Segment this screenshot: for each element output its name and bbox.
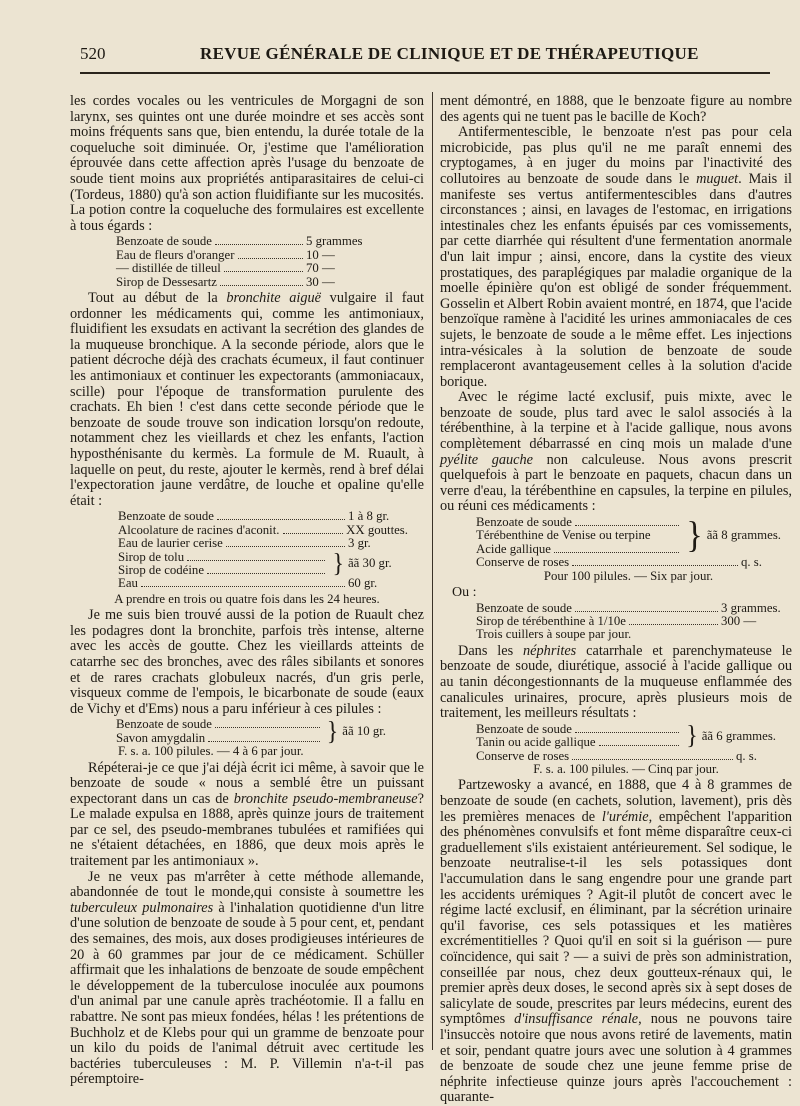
formula-coqueluche xyxy=(116,235,366,289)
quantity: 3 gr. xyxy=(348,536,371,551)
column-divider xyxy=(432,92,433,1050)
leader-dots xyxy=(208,741,320,742)
paragraph: ment démontré, en 1888, que le benzoate figure au nombre des agents qui ne tuent pas le bacille de Koch? xyxy=(440,93,792,125)
formula-note: F. s. a. 100 pilules. — Cinq par jour. xyxy=(533,762,719,777)
ingredient: Sirop de Dessesartz xyxy=(116,274,217,289)
page-number: 520 xyxy=(80,44,106,63)
brace: } xyxy=(326,717,339,746)
brace-group xyxy=(476,516,781,556)
quantity: q. s. xyxy=(741,555,762,570)
text-run: Avec le régime lacté exclusif, puis mixte, avec le benzoate de soude, plus tard avec le salol associés à la térébenthine, à la terpine et à l'acide gallique, nous avons complètement débarrassé en cinq mois un malade d'une xyxy=(440,389,792,453)
text-run: non calculeuse. Nous avons prescrit quelquefois à part le benzoate en paquets, chacun dans un verre d'eau, la térébenthine en capsules, la terpine en pilules, ou réuni ces médicaments : xyxy=(440,451,792,515)
emphasis: muguet xyxy=(696,170,739,187)
leader-dots xyxy=(238,258,304,259)
ingredient: Benzoate de soude xyxy=(476,600,572,615)
ingredient: Sirop de tolu xyxy=(118,549,185,564)
ingredient: Térébenthine de Venise ou terpine xyxy=(476,528,651,543)
brace-items xyxy=(116,718,323,745)
text-run: vulgaire il faut ordonner les médicaments qui, comme les antimoniaux, fluidifient les exsudats en activant la secrétion des glandes de la muqueuse bronchique. A la seconde période, alors que le patient décroche déjà des crachats écumeux, il faut continuer les antimoniaux et continuer les expectorants (ammoniacaux, scille) pour l'époque de transformation purulente des crachats. Eh bien ! c'est dans cette seconde période que le benzoate de soude trouve son indication lorsqu'on redoute, notamment chez les vieillards et chez les enfants, l'action hyposthénisante du kermès. La formule de M. Ruault, à laquelle on peut, du reste, ajouter le kermès, rend à bref délai l'expectoration jaune verdâtre, de louche et opaline qu'elle était : xyxy=(70,289,424,509)
ingredient: Eau de laurier cerise xyxy=(118,536,223,551)
quantity: 300 — xyxy=(721,614,757,629)
formula-row xyxy=(476,529,682,542)
quantity: 5 grammes xyxy=(306,234,363,249)
quantity: 30 — xyxy=(306,274,335,289)
ingredient: Benzoate de soude xyxy=(116,234,212,249)
leader-dots xyxy=(215,727,320,728)
formula-note: Pour 100 pilules. — Six par jour. xyxy=(543,568,714,583)
emphasis: l'urémie xyxy=(601,808,649,825)
text-run: ? Le malade expulsa en 1888, après quinze jours de traitement par ce sel, des pseudo-membranes tubulées et ramifiées qui ne s'étaient détachées, en 1886, que deux mois après le traitement par les antimoniaux ». xyxy=(70,790,424,870)
formula-row xyxy=(116,732,323,745)
emphasis: néphrites xyxy=(523,642,577,659)
ingredient: Eau xyxy=(118,576,138,591)
paragraph xyxy=(440,390,792,515)
formula-row xyxy=(116,718,323,731)
formula-note: Trois cuillers à soupe par jour. xyxy=(476,627,632,642)
ingredient: Tanin ou acide gallique xyxy=(476,735,596,750)
formula-row xyxy=(118,510,408,523)
emphasis: pyélite gauche xyxy=(440,451,533,468)
ingredient: Conserve de roses xyxy=(476,748,570,763)
formula-row xyxy=(118,537,408,550)
leader-dots xyxy=(224,271,303,272)
quantity: ãã 30 gr. xyxy=(348,556,392,571)
text-run: Antifermentescible, le benzoate n'est pas pour cela microbicide, pas plus qu'il ne me paraît ennemi des cryptogames, à en juger du moins par l'inactivité des collutoires au benzoate de soude dans le xyxy=(440,124,792,187)
leader-dots xyxy=(187,560,325,561)
formula-row xyxy=(476,602,781,615)
running-title: REVUE GÉNÉRALE DE CLINIQUE ET DE THÉRAPEUTIQUE xyxy=(200,44,699,63)
paragraph: les cordes vocales ou les ventricules de Morgagni de son larynx, ses quintes ont une durée moindre et ses accès sont moins fréquents sans que, bien entendu, la durée totale de la coqueluche soit diminuée. Or, j'estime que l'amélioration éprouvée dans cette affection après l'usage du benzoate de soude tient moins aux propriétés antiparasitaires de celui-ci (Tordeus, 1880) qu'à son action fluidifiante sur les mucosités. La potion contre la coqueluche des formulaires est excellente à tous égards : xyxy=(70,93,424,234)
alternative-label: Ou : xyxy=(452,585,477,601)
formula-nephrite xyxy=(476,723,776,777)
formula-row xyxy=(118,551,328,564)
emphasis: bronchite pseudo-membraneuse xyxy=(233,790,418,807)
quantity: 70 — xyxy=(306,261,335,276)
leader-dots xyxy=(554,552,679,553)
ingredient: Benzoate de soude xyxy=(476,515,572,530)
leader-dots xyxy=(629,624,718,625)
brace-items xyxy=(118,551,328,578)
header-rule xyxy=(80,72,770,74)
formula-row xyxy=(118,524,408,537)
formula-row xyxy=(476,750,776,763)
leader-dots xyxy=(207,573,325,574)
text-run: . Mais il manifeste ses vertus antifermentescibles dans d'autres circonstances ; ainsi, en lavages de l'estomac, en irrigations intestinales chez les enfants épuisés par ces vomissements, par cette diarrhée qui résultent d'une fermentation anormale d'un lait impur ; ainsi, encore, dans la cystite des vieux prostatiques, des paraplégiques par maladie organique de la moelle épinière qu'on est obligé de sonder fréquemment. Gosselin et Albert Robin avaient montré, en 1874, que l'acide benzoïque ramène à l'acidité les urines ammoniacales de ces sujets, le benzoate de soude a le même effet. Les injections intra-vésicales à la solution de benzoate de soude remplaceront avantageusement celles à la solution d'acide borique. xyxy=(440,170,792,390)
leader-dots xyxy=(575,732,679,733)
paragraph xyxy=(440,125,792,390)
brace-items xyxy=(476,723,682,750)
text-run: Répéterai-je ce que j'ai déjà écrit ici même, à savoir que le benzoate de soude « nous a semblé être un puissant expectorant dans un cas de xyxy=(70,759,424,807)
formula-row xyxy=(116,276,366,289)
text-run: Tout au début de la xyxy=(88,289,227,306)
text-run: à l'inhalation quotidienne d'un litre d'une solution de benzoate de soude à 5 pour cent, et, pendant des semaines, des mois, aux doses prodigieuses intérieures de 20 à 60 grammes par jour de ce médicament. Schüller affirmait que les inhalations de benzoate de soude empêchent le développement de la tuberculose inoculée aux poumons d'un animal par une canule après trachéotomie. Il a fallu en rabattre. Ne sont pas mieux fondées, hélas ! les prétentions de Buchholz et de Klebs pour qui un gramme de benzoate pour un kilo du poids de l'animal détruit avec certitude les bactéries tuberculeuses : M. P. Villemin n'a-t-il pas péremptoire- xyxy=(70,899,424,1088)
formula-row xyxy=(476,543,682,556)
leader-dots xyxy=(283,533,344,534)
text-run: Dans les xyxy=(458,642,524,659)
formula-row xyxy=(116,249,366,262)
formula-row xyxy=(476,615,781,628)
text-run: Partzewosky a avancé, en 1888, que 4 à 8 grammes de benzoate de soude (en cachets, solution, lavement), pris dès les premières menaces de xyxy=(440,777,792,825)
formula-row xyxy=(116,235,366,248)
paragraph: Je me suis bien trouvé aussi de la potion de Ruault chez les podagres dont la bronchite, parfois très intense, alterne avec les accès de goutte. Chez les vieillards atteints de catarrhe sec des bronches, avec des râles sibilants et sonores et de rares crachats globuleux nacrés, d'un gris perle, visqueux comme de l'empois, le bicarbonate de soude (eaux de Vichy et d'Ems) nous a paru inférieur à ces pilules : xyxy=(70,607,424,717)
leader-dots xyxy=(220,285,303,286)
leader-dots xyxy=(572,565,738,566)
formula-row xyxy=(476,516,682,529)
leader-dots xyxy=(575,611,718,612)
emphasis: d'insuffisance rénale xyxy=(514,1011,639,1028)
brace-group xyxy=(118,551,408,578)
text-run: , nous ne pouvons taire l'insuccès notoire que nous avons retiré de lavements, matin et soir, pendant quatre jours avec une solution à 4 grammes de benzoate de soude chez une jeune femme prise de néphrite infectieuse quinze jours après l'accouchement : quarante- xyxy=(440,1011,792,1106)
ingredient: Conserve de roses xyxy=(476,555,570,570)
brace: } xyxy=(686,515,703,556)
text-run: catarrhale et parenchymateuse le benzoate de soude, diurétique, associé à l'acide gallique ou au tanin décongestionnants de la muqueuse enflammée des canalicules urinaires, procure, après plusieurs mois de traitement, les meilleurs résultats : xyxy=(440,642,792,722)
quantity: 1 à 8 gr. xyxy=(348,509,390,524)
paragraph xyxy=(440,778,792,1105)
ingredient: Alcoolature de racines d'aconit. xyxy=(118,522,280,537)
left-column xyxy=(70,94,424,1088)
ingredient: Savon amygdalin xyxy=(116,730,206,745)
ingredient: Sirop de térébenthine à 1/10e xyxy=(476,614,626,629)
quantity: 60 gr. xyxy=(348,576,378,591)
paragraph xyxy=(70,761,424,870)
ingredient: Benzoate de soude xyxy=(476,721,572,736)
paragraph xyxy=(440,644,792,722)
emphasis: bronchite aiguë xyxy=(226,289,322,306)
brace: } xyxy=(332,549,344,579)
brace-group xyxy=(476,723,776,750)
text-run: Je ne veux pas m'arrêter à cette méthode allemande, abandonnée de tout le monde,qui consiste à soumettre les xyxy=(70,868,424,901)
ingredient: Eau de fleurs d'oranger xyxy=(116,247,235,262)
formula-note: F. s. a. 100 pilules. — 4 à 6 par jour. xyxy=(118,744,304,759)
formula-row xyxy=(476,723,682,736)
formula-pilules xyxy=(116,718,386,758)
paragraph xyxy=(70,870,424,1088)
right-column xyxy=(440,94,792,1106)
formula-row xyxy=(476,736,682,749)
leader-dots xyxy=(217,519,345,520)
quantity: 3 grammes. xyxy=(721,600,781,615)
quantity: XX gouttes. xyxy=(346,522,408,537)
leader-dots xyxy=(215,244,303,245)
quantity: 10 — xyxy=(306,247,335,262)
brace-group xyxy=(116,718,386,745)
ingredient: Benzoate de soude xyxy=(118,509,214,524)
ingredient: Acide gallique xyxy=(476,541,551,556)
brace-items xyxy=(476,516,682,556)
emphasis: tuberculeux pulmonaires xyxy=(70,899,214,916)
leader-dots xyxy=(141,586,345,587)
formula-terebenthine xyxy=(476,602,781,642)
quantity: ãã 8 grammes. xyxy=(706,528,781,543)
quantity: ãã 6 grammes. xyxy=(701,728,776,743)
text-run: , empêchent l'apparition des phénomènes convulsifs et font même disparaître ceux-ci graduellement s'ils existaient antérieurement. Sel sodique, le benzoate neutralise-t-il les sels potassiques dont l'accumulation dans le sang engendre pour une grande part les accidents urémiques ? Agit-il plutôt de concert avec le régime lacté exclusif, en éliminant, par la sécrétion urinaire qu'il favorise, ces sels potassiques et les matières excrémentitielles ? Quoi qu'il en soit si la guérison — pure coïncidence, qui sait ? — a suivi de près son administration, conseillée par nous, chez deux goutteux-rénaux qui, le premier après deux doses, le second après six à sept doses de salicylate de soude, prescrites par leurs médecins, eurent des symptômes xyxy=(440,808,792,1028)
paragraph xyxy=(70,291,424,509)
ingredient: — distillée de tilleul xyxy=(116,261,221,276)
formula-row xyxy=(116,262,366,275)
ingredient: Sirop de codéine xyxy=(118,562,204,577)
formula-pyelite xyxy=(476,516,781,583)
formula-ruault xyxy=(118,510,408,590)
leader-dots xyxy=(572,759,733,760)
formula-row xyxy=(118,577,408,590)
brace: } xyxy=(686,721,698,751)
leader-dots xyxy=(575,525,679,526)
formula-row xyxy=(476,556,781,569)
formula-note: A prendre en trois ou quatre fois dans les 24 heures. xyxy=(114,591,380,606)
quantity: q. s. xyxy=(736,748,757,763)
ingredient: Benzoate de soude xyxy=(116,717,212,732)
page-header xyxy=(80,44,770,68)
quantity: ãã 10 gr. xyxy=(342,723,386,738)
formula-row xyxy=(118,564,328,577)
leader-dots xyxy=(226,546,345,547)
leader-dots xyxy=(599,745,680,746)
